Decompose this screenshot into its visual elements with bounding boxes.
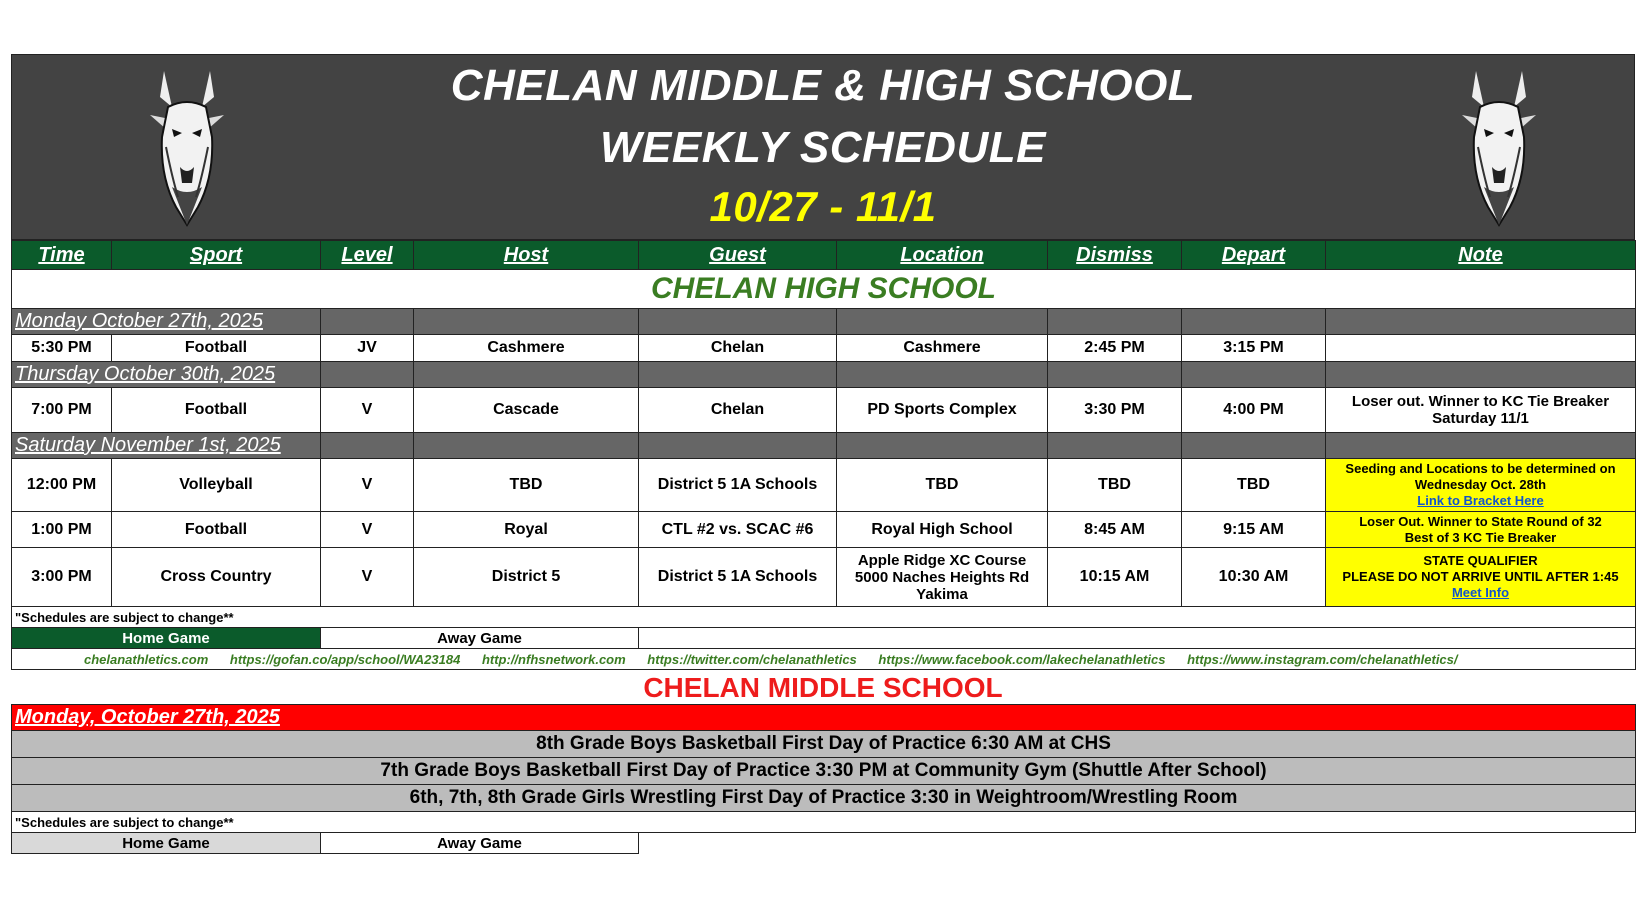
- table-row: [12, 548, 1636, 607]
- date-range: 10/27 - 11/1: [709, 183, 937, 230]
- cell-location: Apple Ridge XC Course 5000 Naches Heights Rd Yakima: [837, 548, 1048, 607]
- day-row-saturday: [12, 433, 1636, 459]
- ms-event: 8th Grade Boys Basketball First Day of Practice 6:30 AM at CHS: [12, 731, 1636, 758]
- middle-school-schedule-table: [11, 704, 1636, 854]
- meet-info-link[interactable]: Meet Info: [1451, 585, 1510, 600]
- cell-location: Cashmere: [837, 335, 1048, 362]
- school-title: CHELAN MIDDLE & HIGH SCHOOL: [450, 61, 1196, 110]
- cell-host: Royal: [414, 512, 639, 548]
- column-header-depart: Depart: [1182, 241, 1326, 270]
- cell-host: Cascade: [414, 388, 639, 433]
- links-cell: [12, 649, 1636, 670]
- column-header-time: Time: [12, 241, 112, 270]
- list-item: [12, 785, 1636, 812]
- link-twitter[interactable]: https://twitter.com/chelanathletics: [647, 651, 857, 667]
- link-gofan[interactable]: https://gofan.co/app/school/WA23184: [229, 651, 461, 667]
- column-header-location: Location: [837, 241, 1048, 270]
- table-row: [12, 512, 1636, 548]
- cell-time: 12:00 PM: [12, 459, 112, 512]
- cell-dismiss: 2:45 PM: [1048, 335, 1182, 362]
- high-school-section-row: [12, 270, 1636, 309]
- day-label: Thursday October 30th, 2025: [12, 362, 321, 388]
- cell-sport: Volleyball: [112, 459, 321, 512]
- cell-dismiss: 8:45 AM: [1048, 512, 1182, 548]
- cell-time: 5:30 PM: [12, 335, 112, 362]
- schedule-sheet: [11, 54, 1635, 854]
- ms-disclaimer-row: [12, 812, 1636, 833]
- bracket-link[interactable]: Link to Bracket Here: [1417, 493, 1544, 508]
- cell-depart: 3:15 PM: [1182, 335, 1326, 362]
- cell-dismiss: 10:15 AM: [1048, 548, 1182, 607]
- cell-location: TBD: [837, 459, 1048, 512]
- cell-guest: District 5 1A Schools: [639, 548, 837, 607]
- ms-disclaimer-text: "Schedules are subject to change**: [12, 812, 1636, 833]
- column-header-dismiss: Dismiss: [1048, 241, 1182, 270]
- cell-depart: TBD: [1182, 459, 1326, 512]
- column-header-level: Level: [321, 241, 414, 270]
- cell-host: TBD: [414, 459, 639, 512]
- legend-away-game: Away Game: [321, 628, 639, 649]
- schedule-title: WEEKLY SCHEDULE: [600, 123, 1046, 172]
- legend-row: [12, 628, 1636, 649]
- table-row: [12, 335, 1636, 362]
- cell-host: District 5: [414, 548, 639, 607]
- ms-day-label: Monday, October 27th, 2025: [12, 705, 1636, 731]
- cell-note: Loser out. Winner to KC Tie Breaker Saturday 11/1: [1326, 388, 1636, 433]
- cell-level: V: [321, 548, 414, 607]
- ms-legend-away-game: Away Game: [321, 833, 639, 854]
- cell-level: V: [321, 512, 414, 548]
- cell-guest: Chelan: [639, 388, 837, 433]
- column-header-note: Note: [1326, 241, 1636, 270]
- column-header-host: Host: [414, 241, 639, 270]
- cell-sport: Football: [112, 335, 321, 362]
- cell-level: V: [321, 388, 414, 433]
- cell-guest: District 5 1A Schools: [639, 459, 837, 512]
- cell-location: PD Sports Complex: [837, 388, 1048, 433]
- links-row: [12, 649, 1636, 670]
- cell-note-highlight: Loser Out. Winner to State Round of 32 Best of 3 KC Tie Breaker: [1326, 512, 1636, 548]
- ms-event: 7th Grade Boys Basketball First Day of Practice 3:30 PM at Community Gym (Shuttle After School): [12, 758, 1636, 785]
- ms-legend-row: [12, 833, 1636, 854]
- link-facebook[interactable]: https://www.facebook.com/lakechelanathletics: [878, 651, 1166, 667]
- cell-dismiss: 3:30 PM: [1048, 388, 1182, 433]
- ms-legend-blank: [639, 833, 1636, 854]
- cell-note-highlight: Seeding and Locations to be determined on Wednesday Oct. 28th Link to Bracket Here: [1326, 459, 1636, 512]
- cell-sport: Cross Country: [112, 548, 321, 607]
- cell-location: Royal High School: [837, 512, 1048, 548]
- legend-home-game: Home Game: [12, 628, 321, 649]
- cell-sport: Football: [112, 512, 321, 548]
- list-item: [12, 731, 1636, 758]
- cell-note: [1326, 335, 1636, 362]
- cell-depart: 4:00 PM: [1182, 388, 1326, 433]
- disclaimer-row: [12, 607, 1636, 628]
- high-school-title: CHELAN HIGH SCHOOL: [12, 270, 1636, 309]
- table-row: [12, 459, 1636, 512]
- cell-depart: 9:15 AM: [1182, 512, 1326, 548]
- ms-legend-home-game: Home Game: [12, 833, 321, 854]
- column-header-sport: Sport: [112, 241, 321, 270]
- day-label: Saturday November 1st, 2025: [12, 433, 321, 459]
- high-school-schedule-table: [11, 240, 1636, 670]
- cell-host: Cashmere: [414, 335, 639, 362]
- legend-blank: [639, 628, 1636, 649]
- cell-level: JV: [321, 335, 414, 362]
- cell-note-highlight: STATE QUALIFIER PLEASE DO NOT ARRIVE UNTIL AFTER 1:45 Meet Info: [1326, 548, 1636, 607]
- day-row-thursday: [12, 362, 1636, 388]
- header-banner: [11, 54, 1635, 240]
- cell-guest: Chelan: [639, 335, 837, 362]
- cell-time: 7:00 PM: [12, 388, 112, 433]
- list-item: [12, 758, 1636, 785]
- column-header-row: [12, 241, 1636, 270]
- cell-guest: CTL #2 vs. SCAC #6: [639, 512, 837, 548]
- middle-school-title: CHELAN MIDDLE SCHOOL: [643, 672, 1003, 703]
- cell-sport: Football: [112, 388, 321, 433]
- link-instagram[interactable]: https://www.instagram.com/chelanathletics/: [1187, 651, 1458, 667]
- link-nfhsnetwork[interactable]: http://nfhsnetwork.com: [481, 651, 626, 667]
- cell-dismiss: TBD: [1048, 459, 1182, 512]
- day-label: Monday October 27th, 2025: [12, 309, 321, 335]
- ms-event: 6th, 7th, 8th Grade Girls Wrestling First Day of Practice 3:30 in Weightroom/Wrestling Room: [12, 785, 1636, 812]
- cell-depart: 10:30 AM: [1182, 548, 1326, 607]
- day-row-monday: [12, 309, 1636, 335]
- disclaimer-text: "Schedules are subject to change**: [12, 607, 1636, 628]
- cell-time: 1:00 PM: [12, 512, 112, 548]
- ms-day-row: [12, 705, 1636, 731]
- table-row: [12, 388, 1636, 433]
- link-chelanathletics[interactable]: chelanathletics.com: [84, 651, 209, 667]
- cell-time: 3:00 PM: [12, 548, 112, 607]
- cell-level: V: [321, 459, 414, 512]
- column-header-guest: Guest: [639, 241, 837, 270]
